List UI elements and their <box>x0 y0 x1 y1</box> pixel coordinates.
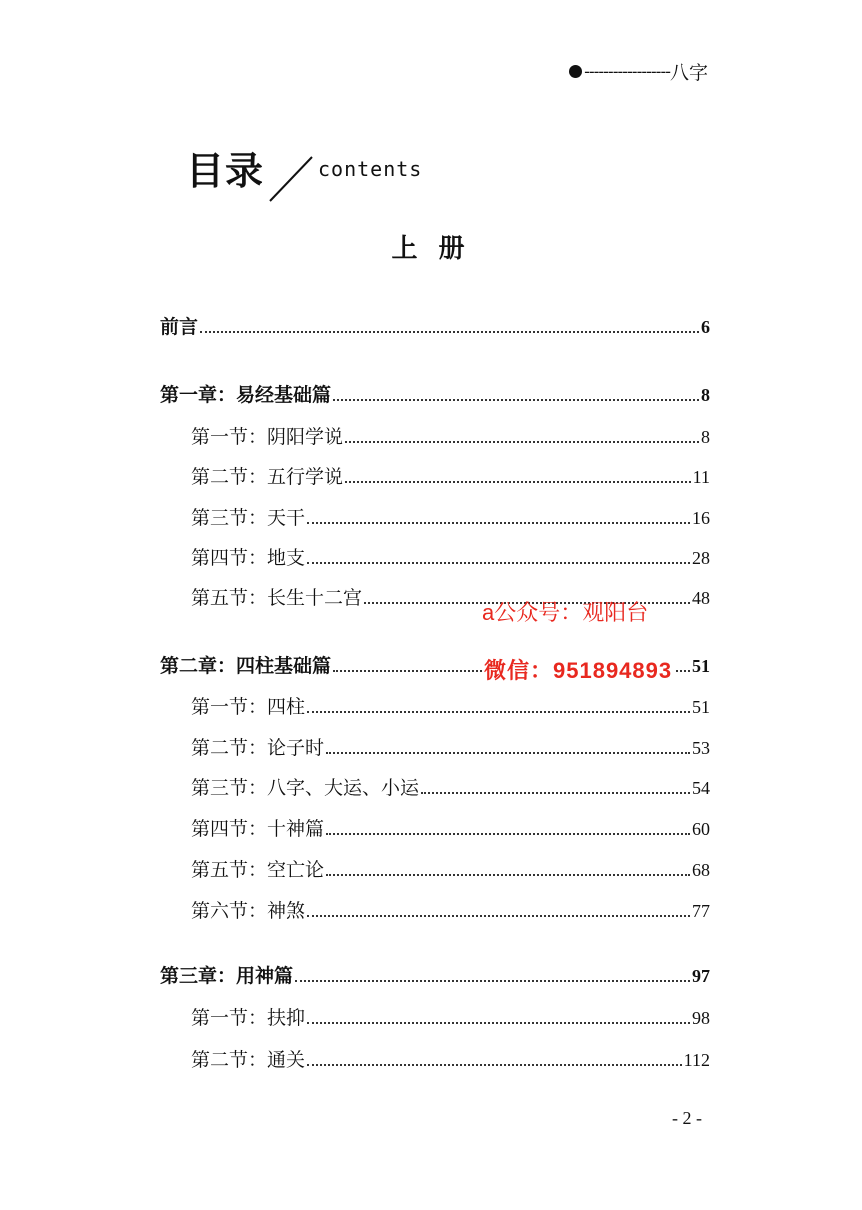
dot-leader <box>345 441 699 443</box>
toc-chapter-1[interactable] <box>160 380 710 407</box>
dot-leader <box>326 833 690 835</box>
toc-label: 第三节：八字、大运、小运 <box>191 777 420 799</box>
toc-page: 6 <box>701 317 710 337</box>
toc-label: 前言 <box>160 316 199 338</box>
toc-label: 第六节：神煞 <box>191 900 306 922</box>
header-dashes: ------------------ <box>584 62 670 81</box>
watermark-line-1: a公众号：观阳台 <box>482 600 649 625</box>
toc-label: 第一节：扶抑 <box>191 1007 306 1029</box>
toc-page: 98 <box>692 1008 710 1028</box>
toc-section[interactable] <box>191 543 710 570</box>
dot-leader <box>307 522 690 524</box>
toc-section[interactable] <box>191 773 710 800</box>
toc-page: 112 <box>683 1050 710 1070</box>
toc-section[interactable] <box>191 503 710 530</box>
dot-leader <box>307 1064 682 1066</box>
dot-leader <box>307 711 690 713</box>
toc-label: 第二章：四柱基础篇 <box>160 655 332 677</box>
slash-divider-icon <box>268 153 314 203</box>
volume-title: 上 册 <box>391 234 471 264</box>
toc-page: 16 <box>692 508 710 528</box>
dot-leader <box>307 562 690 564</box>
toc-section[interactable] <box>191 692 710 719</box>
toc-label: 第一节：四柱 <box>191 696 306 718</box>
toc-page: 77 <box>692 901 710 921</box>
dot-leader <box>307 915 690 917</box>
toc-section[interactable] <box>191 896 710 923</box>
contents-title-cn: 目录 <box>186 149 265 193</box>
toc-label: 第一章：易经基础篇 <box>160 384 332 406</box>
toc-label: 第二节：五行学说 <box>191 466 344 488</box>
dot-leader <box>326 752 690 754</box>
contents-title-en: contents <box>318 157 423 181</box>
toc-page: 60 <box>692 819 710 839</box>
toc-page: 68 <box>692 860 710 880</box>
toc-section[interactable] <box>191 814 710 841</box>
toc-page: 11 <box>692 467 710 487</box>
dot-leader <box>200 331 699 333</box>
dot-leader <box>421 792 690 794</box>
toc-page: 51 <box>692 656 710 676</box>
toc-section[interactable] <box>191 1003 710 1030</box>
contents-heading <box>186 140 422 195</box>
toc-page: 97 <box>692 966 710 986</box>
toc-section[interactable] <box>191 422 710 449</box>
toc-page: 51 <box>692 697 710 717</box>
toc-page: 28 <box>692 548 710 568</box>
toc-label: 第五节：长生十二宫 <box>191 587 363 609</box>
toc-page: 48 <box>692 588 710 608</box>
toc-page: 54 <box>692 778 710 798</box>
toc-label: 第二节：通关 <box>191 1049 306 1071</box>
watermark-line-2: 微信：951894893 <box>482 654 674 685</box>
toc-preface[interactable] <box>160 312 710 339</box>
toc-label: 第四节：十神篇 <box>191 818 325 840</box>
toc-label: 第二节：论子时 <box>191 737 325 759</box>
running-header <box>569 58 708 85</box>
toc-page: 8 <box>701 385 710 405</box>
toc-label: 第四节：地支 <box>191 547 306 569</box>
toc-page: 8 <box>701 427 710 447</box>
toc-section[interactable] <box>191 1045 710 1072</box>
toc-label: 第一节：阴阳学说 <box>191 426 344 448</box>
dot-leader <box>326 874 690 876</box>
toc-section[interactable] <box>191 462 710 489</box>
dot-leader <box>307 1022 690 1024</box>
dot-leader <box>295 980 690 982</box>
toc-section[interactable] <box>191 855 710 882</box>
page-number: - 2 - <box>672 1108 702 1128</box>
header-title: 八字 <box>669 62 708 84</box>
dot-leader <box>333 399 699 401</box>
bullet-icon <box>569 65 582 78</box>
toc-label: 第三章：用神篇 <box>160 965 294 987</box>
dot-leader <box>345 481 691 483</box>
toc-page: 53 <box>692 738 710 758</box>
toc-section[interactable] <box>191 733 710 760</box>
toc-label: 第五节：空亡论 <box>191 859 325 881</box>
toc-chapter-3[interactable] <box>160 961 710 988</box>
toc-label: 第三节：天干 <box>191 507 306 529</box>
